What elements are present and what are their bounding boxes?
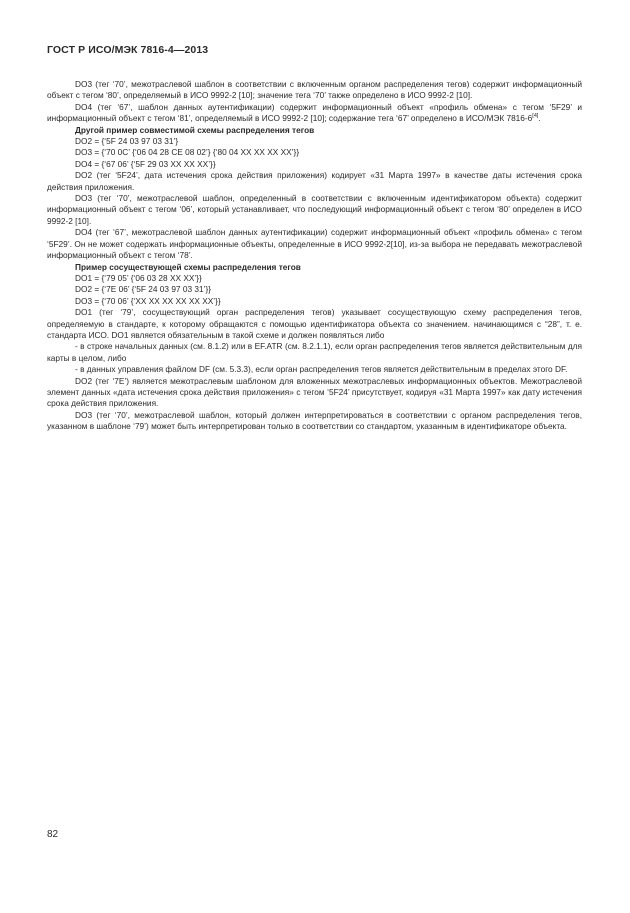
paragraph-end: . xyxy=(538,113,541,124)
paragraph: DO2 (тег ‘5F24’, дата истечения срока действия приложения) кодирует «31 Марта 1997» в качестве даты истечения срока действия приложения. xyxy=(47,170,582,192)
code-line: DO2 = {‘5F 24 03 97 03 31’} xyxy=(75,136,179,147)
footnote-reference: [4] xyxy=(532,113,539,120)
paragraph-text: DO4 (тег ‘67’, шаблон данных аутентификации) содержит информационный объект «профиль обмена» с тегом ‘5F29’ и информационный объект с тегом ‘81’, определяемый в ИСО 9992-2 [10]; содержание тега ‘67’ определено в ИСО/МЭК 7816-6 xyxy=(47,101,582,124)
section-heading: Другой пример совместимой схемы распределения тегов xyxy=(75,124,315,135)
paragraph: DO3 (тег ‘70’, межотраслевой шаблон, определенный в соответствии с включенным идентификатором объекта) содержит информационный объект с тегом ‘06’, который устанавливает, что последующий информационный объект с тегом ‘80’ определен в ИСО 9992-2 [10]. xyxy=(47,193,582,226)
list-item: - в данных управления файлом DF (см. 5.3.3), если орган распределения тегов является действительным в пределах этого DF. xyxy=(75,364,568,375)
paragraph xyxy=(47,102,582,125)
paragraph: DO3 (тег ‘70’, межотраслевой шаблон в соответствии с включенным органом распределения тегов) содержит информационный объект с тегом ‘80’, определяемый в ИСО 9992-2 [10]; значение тега ‘70’ также определено в ИСО 9992-2 [10]. xyxy=(47,79,582,101)
code-line: DO4 = {‘67 06’ {‘5F 29 03 XX XX XX’}} xyxy=(75,158,216,169)
code-line: DO1 = {‘79 05’ {‘06 03 28 XX XX’}} xyxy=(75,272,202,283)
paragraph: DO4 (тег ‘67’, межотраслевой шаблон данных аутентификации) содержит информационный объект «профиль обмена» с тегом ‘5F29’. Он не может содержать информационные объекты, определенные в ИСО 9992-2[10], из-за выбора не передавать межотраслевой информационный объект с тегом ‘78’. xyxy=(47,227,582,261)
paragraph: DO3 (тег ‘70’, межотраслевой шаблон, который должен интерпретироваться в соответствии с органом распределения тегов, указанном в шаблоне ‘79’) может быть интерпретирован только в соответствии со стандартом, указанным в идентификаторе объекта. xyxy=(47,409,582,432)
code-line: DO2 = {‘7E 06’ {‘5F 24 03 97 03 31’}} xyxy=(75,284,212,295)
code-line: DO3 = {‘70 0C’ {‘06 04 28 CE 08 02’} {‘80 04 XX XX XX XX’}} xyxy=(75,147,300,158)
code-line: DO3 = {‘70 06’ {‘XX XX XX XX XX XX’}} xyxy=(75,295,221,306)
list-item: - в строке начальных данных (см. 8.1.2) или в EF.ATR (см. 8.2.1.1), если орган распределения тегов является действительным для карты в целом, либо xyxy=(47,341,582,363)
paragraph: DO1 (тег ‘79’, сосуществующий орган распределения тегов) указывает сосуществующую схему распределения тегов, определяемую в стандарте, к которому обращаются с помощью идентификатора объекта со значением. начинающимся с “28”, т. е. стандарта ИСО. DO1 является обязательным в такой схеме и должен появляться либо xyxy=(47,307,582,340)
paragraph: DO2 (тег ‘7E’) является межотраслевым шаблоном для вложенных межотраслевых информационных объектов. Межотраслевой элемент данных «дата истечения срока действия приложения» с тегом ‘5F24’ присутствует, кодируя «31 Марта 1997» как дату истечения срока действия приложения. xyxy=(47,375,582,409)
section-heading: Пример сосуществующей схемы распределения тегов xyxy=(75,261,301,272)
document-body xyxy=(47,79,582,433)
page-header: ГОСТ Р ИСО/МЭК 7816-4—2013 xyxy=(47,44,209,56)
page-number: 82 xyxy=(47,829,59,840)
